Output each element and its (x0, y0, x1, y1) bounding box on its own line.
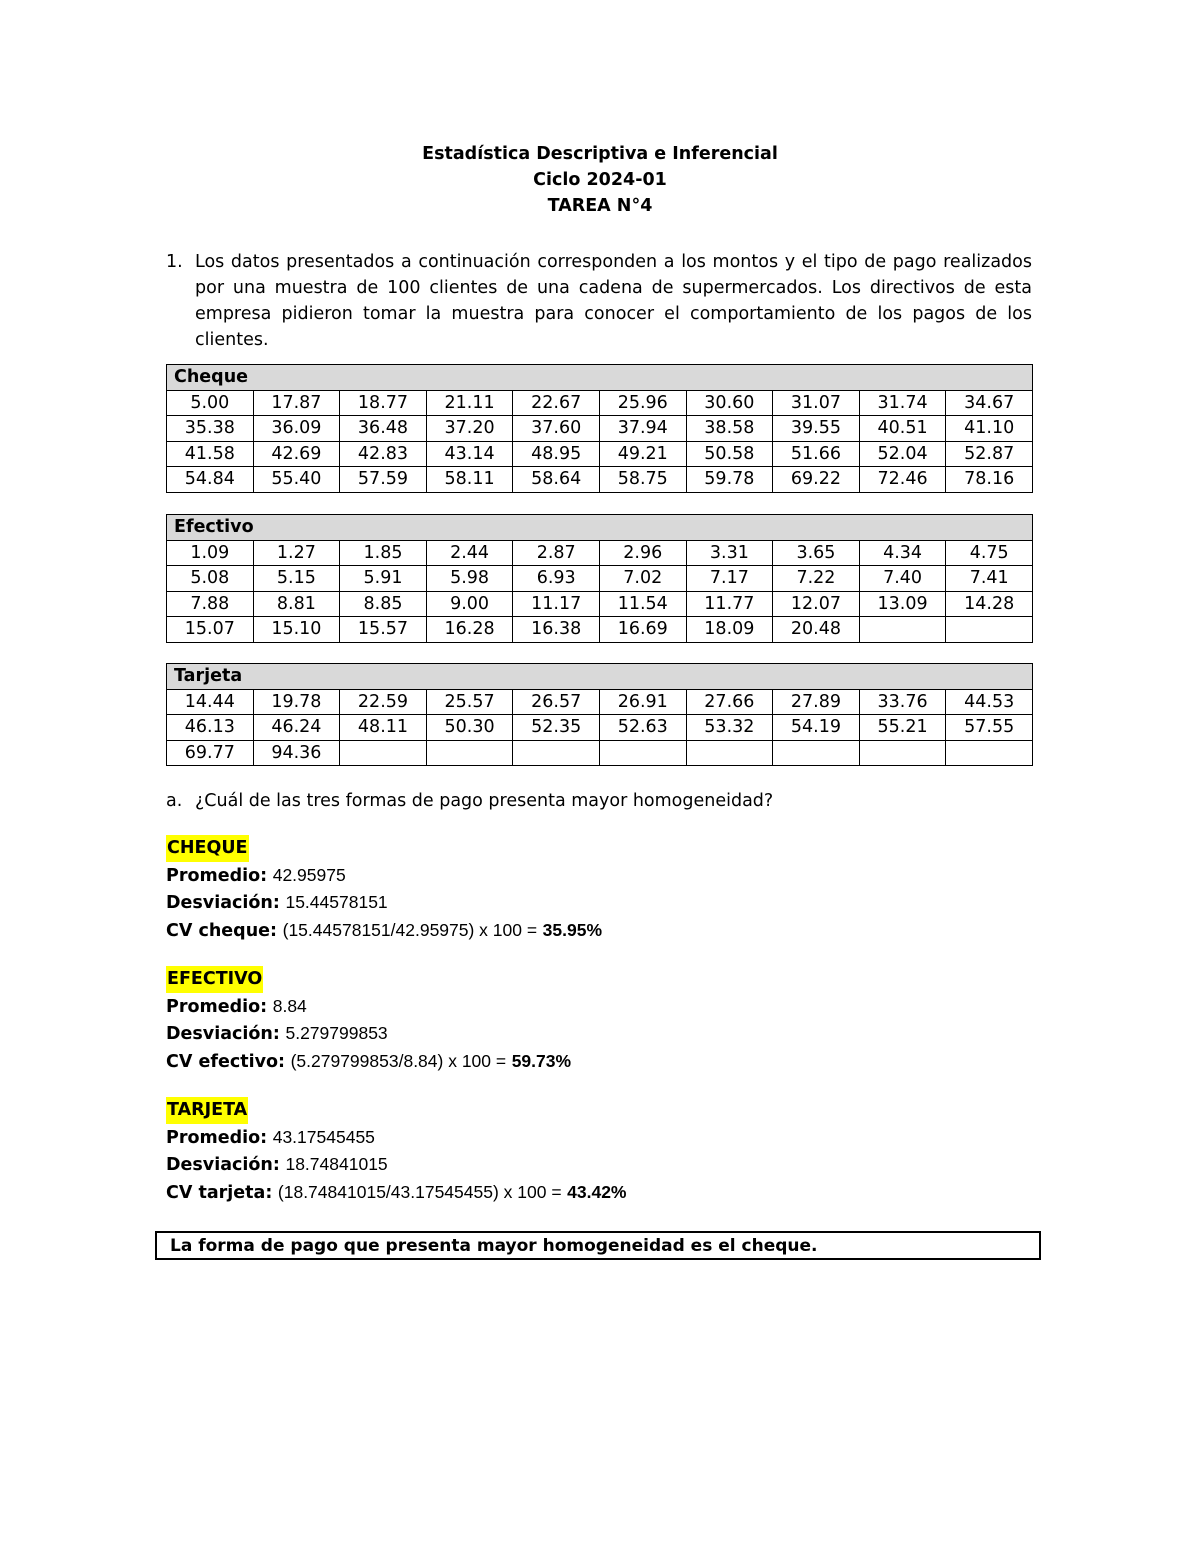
table-cell: 14.28 (946, 591, 1033, 617)
table-cell: 25.57 (426, 689, 513, 715)
mean-value: 42.95975 (272, 864, 346, 885)
table-header-row (167, 515, 1033, 541)
table-cell: 57.59 (340, 467, 427, 493)
table-cell: 2.96 (599, 540, 686, 566)
question-a-label: a. (166, 791, 183, 811)
table-cell (686, 740, 773, 766)
cycle-title: Ciclo 2024-01 (533, 170, 667, 190)
table-row (167, 416, 1033, 442)
table-cell: 1.09 (167, 540, 254, 566)
table-cell: 94.36 (253, 740, 340, 766)
table-cell: 11.54 (599, 591, 686, 617)
table-cell: 31.07 (773, 390, 860, 416)
table-cell: 46.24 (253, 715, 340, 741)
table-cell: 49.21 (599, 441, 686, 467)
mean-value: 43.17545455 (272, 1126, 375, 1147)
table-row (167, 715, 1033, 741)
table-cell (513, 740, 600, 766)
table-cell: 42.83 (340, 441, 427, 467)
table-cell: 5.08 (167, 566, 254, 592)
table-cell (426, 740, 513, 766)
cv-value: 35.95% (542, 919, 603, 940)
question-number: 1. (166, 252, 183, 272)
table-cell: 37.94 (599, 416, 686, 442)
cv-label: CV efectivo: (166, 1051, 285, 1072)
cv-formula: (18.74841015/43.17545455) x 100 = (277, 1181, 562, 1202)
table-cell: 8.85 (340, 591, 427, 617)
table-cell: 52.35 (513, 715, 600, 741)
table-row (167, 740, 1033, 766)
question-a-text: ¿Cuál de las tres formas de pago presenta mayor homogeneidad? (195, 791, 774, 811)
table-cell: 40.51 (859, 416, 946, 442)
table-cell: 8.81 (253, 591, 340, 617)
table-cell: 7.41 (946, 566, 1033, 592)
table-cell: 31.74 (859, 390, 946, 416)
table-cell: 7.17 (686, 566, 773, 592)
table-cell: 14.44 (167, 689, 254, 715)
table-cell: 4.75 (946, 540, 1033, 566)
cv-label: CV tarjeta: (166, 1182, 273, 1203)
table-title: Tarjeta (167, 664, 1033, 690)
table-cell: 26.91 (599, 689, 686, 715)
table-cell: 58.11 (426, 467, 513, 493)
mean-label: Promedio: (166, 865, 268, 886)
table-cell: 16.38 (513, 617, 600, 643)
mean-label: Promedio: (166, 1127, 268, 1148)
table-cell: 5.98 (426, 566, 513, 592)
table-cell: 5.00 (167, 390, 254, 416)
table-cell: 52.63 (599, 715, 686, 741)
table-cell: 20.48 (773, 617, 860, 643)
table-cell: 35.38 (167, 416, 254, 442)
table-cell: 17.87 (253, 390, 340, 416)
table-cell (859, 617, 946, 643)
table-cell: 27.66 (686, 689, 773, 715)
table-cell: 37.20 (426, 416, 513, 442)
cv-value: 43.42% (567, 1181, 627, 1202)
table-cell: 33.76 (859, 689, 946, 715)
table-row (167, 540, 1033, 566)
efectivo-tag: EFECTIVO (166, 966, 263, 993)
table-cell: 39.55 (773, 416, 860, 442)
tarjeta-table (166, 663, 1033, 766)
table-cell: 48.11 (340, 715, 427, 741)
table-cell: 50.58 (686, 441, 773, 467)
table-cell: 2.44 (426, 540, 513, 566)
table-cell: 36.48 (340, 416, 427, 442)
table-cell: 11.77 (686, 591, 773, 617)
table-cell: 52.87 (946, 441, 1033, 467)
table-cell: 55.21 (859, 715, 946, 741)
task-title: TAREA N°4 (547, 196, 653, 216)
sd-label: Desviación: (166, 1024, 280, 1044)
table-cell: 30.60 (686, 390, 773, 416)
table-cell: 15.10 (253, 617, 340, 643)
table-cell: 16.28 (426, 617, 513, 643)
table-cell: 41.58 (167, 441, 254, 467)
table-cell: 5.15 (253, 566, 340, 592)
table-cell: 7.22 (773, 566, 860, 592)
table-cell (340, 740, 427, 766)
table-cell: 69.77 (167, 740, 254, 766)
table-cell: 3.31 (686, 540, 773, 566)
table-cell: 22.67 (513, 390, 600, 416)
table-cell: 38.58 (686, 416, 773, 442)
cv-formula: (15.44578151/42.95975) x 100 = (282, 919, 538, 940)
cheque-results (166, 835, 602, 944)
table-cell: 55.40 (253, 467, 340, 493)
table-cell: 11.17 (513, 591, 600, 617)
table-cell: 1.85 (340, 540, 427, 566)
table-cell: 2.87 (513, 540, 600, 566)
table-row (167, 390, 1033, 416)
table-cell: 26.57 (513, 689, 600, 715)
table-cell: 46.13 (167, 715, 254, 741)
cheque-table (166, 364, 1033, 493)
table-cell: 22.59 (340, 689, 427, 715)
question-text: Los datos presentados a continuación corresponden a los montos y el tipo de pago realizados por una muestra de 100 clientes de una cadena de supermercados. Los directivos de esta empresa pidieron tomar la muestra para conocer el comportamiento de los pagos de los clientes. (195, 252, 1032, 350)
table-cell: 51.66 (773, 441, 860, 467)
table-cell: 37.60 (513, 416, 600, 442)
table-cell (946, 740, 1033, 766)
table-row (167, 617, 1033, 643)
sd-value: 18.74841015 (285, 1154, 388, 1174)
table-cell (773, 740, 860, 766)
table-cell: 13.09 (859, 591, 946, 617)
table-cell: 9.00 (426, 591, 513, 617)
table-cell: 15.07 (167, 617, 254, 643)
table-cell: 34.67 (946, 390, 1033, 416)
cv-label: CV cheque: (166, 920, 278, 941)
sd-label: Desviación: (166, 893, 280, 913)
table-cell: 27.89 (773, 689, 860, 715)
table-cell: 12.07 (773, 591, 860, 617)
course-title: Estadística Descriptiva e Inferencial (422, 144, 778, 164)
table-cell: 59.78 (686, 467, 773, 493)
conclusion-box: La forma de pago que presenta mayor homogeneidad es el cheque. (155, 1231, 1041, 1260)
tarjeta-results (166, 1097, 627, 1206)
cv-value: 59.73% (511, 1050, 572, 1071)
table-cell: 78.16 (946, 467, 1033, 493)
cv-formula: (5.279799853/8.84) x 100 = (290, 1050, 507, 1071)
table-cell: 69.22 (773, 467, 860, 493)
table-row (167, 566, 1033, 592)
sd-label: Desviación: (166, 1155, 280, 1175)
table-row (167, 441, 1033, 467)
table-cell (859, 740, 946, 766)
table-cell (599, 740, 686, 766)
table-title: Cheque (167, 365, 1033, 391)
table-title: Efectivo (167, 515, 1033, 541)
table-cell: 72.46 (859, 467, 946, 493)
table-cell: 41.10 (946, 416, 1033, 442)
mean-label: Promedio: (166, 996, 268, 1017)
table-cell: 54.19 (773, 715, 860, 741)
table-cell: 58.64 (513, 467, 600, 493)
table-cell: 3.65 (773, 540, 860, 566)
table-cell: 5.91 (340, 566, 427, 592)
table-cell: 6.93 (513, 566, 600, 592)
table-cell: 7.02 (599, 566, 686, 592)
question-1 (166, 249, 1032, 353)
table-cell: 25.96 (599, 390, 686, 416)
table-cell: 54.84 (167, 467, 254, 493)
document-header (0, 141, 1200, 219)
sd-value: 15.44578151 (285, 892, 388, 912)
table-cell: 1.27 (253, 540, 340, 566)
table-cell: 42.69 (253, 441, 340, 467)
table-cell: 16.69 (599, 617, 686, 643)
mean-value: 8.84 (272, 995, 307, 1016)
table-cell: 21.11 (426, 390, 513, 416)
tarjeta-tag: TARJETA (166, 1097, 248, 1124)
table-header-row (167, 365, 1033, 391)
table-cell: 43.14 (426, 441, 513, 467)
sd-value: 5.279799853 (285, 1023, 388, 1043)
question-a (166, 788, 773, 814)
table-cell: 15.57 (340, 617, 427, 643)
table-cell: 53.32 (686, 715, 773, 741)
table-header-row (167, 664, 1033, 690)
table-row (167, 467, 1033, 493)
table-cell (946, 617, 1033, 643)
table-cell: 18.77 (340, 390, 427, 416)
efectivo-table (166, 514, 1033, 643)
table-cell: 58.75 (599, 467, 686, 493)
efectivo-results (166, 966, 571, 1075)
table-row (167, 689, 1033, 715)
table-cell: 50.30 (426, 715, 513, 741)
table-cell: 4.34 (859, 540, 946, 566)
table-cell: 36.09 (253, 416, 340, 442)
table-row (167, 591, 1033, 617)
table-cell: 7.88 (167, 591, 254, 617)
table-cell: 19.78 (253, 689, 340, 715)
table-cell: 52.04 (859, 441, 946, 467)
table-cell: 44.53 (946, 689, 1033, 715)
table-cell: 57.55 (946, 715, 1033, 741)
table-cell: 18.09 (686, 617, 773, 643)
table-cell: 7.40 (859, 566, 946, 592)
cheque-tag: CHEQUE (166, 835, 249, 862)
table-cell: 48.95 (513, 441, 600, 467)
